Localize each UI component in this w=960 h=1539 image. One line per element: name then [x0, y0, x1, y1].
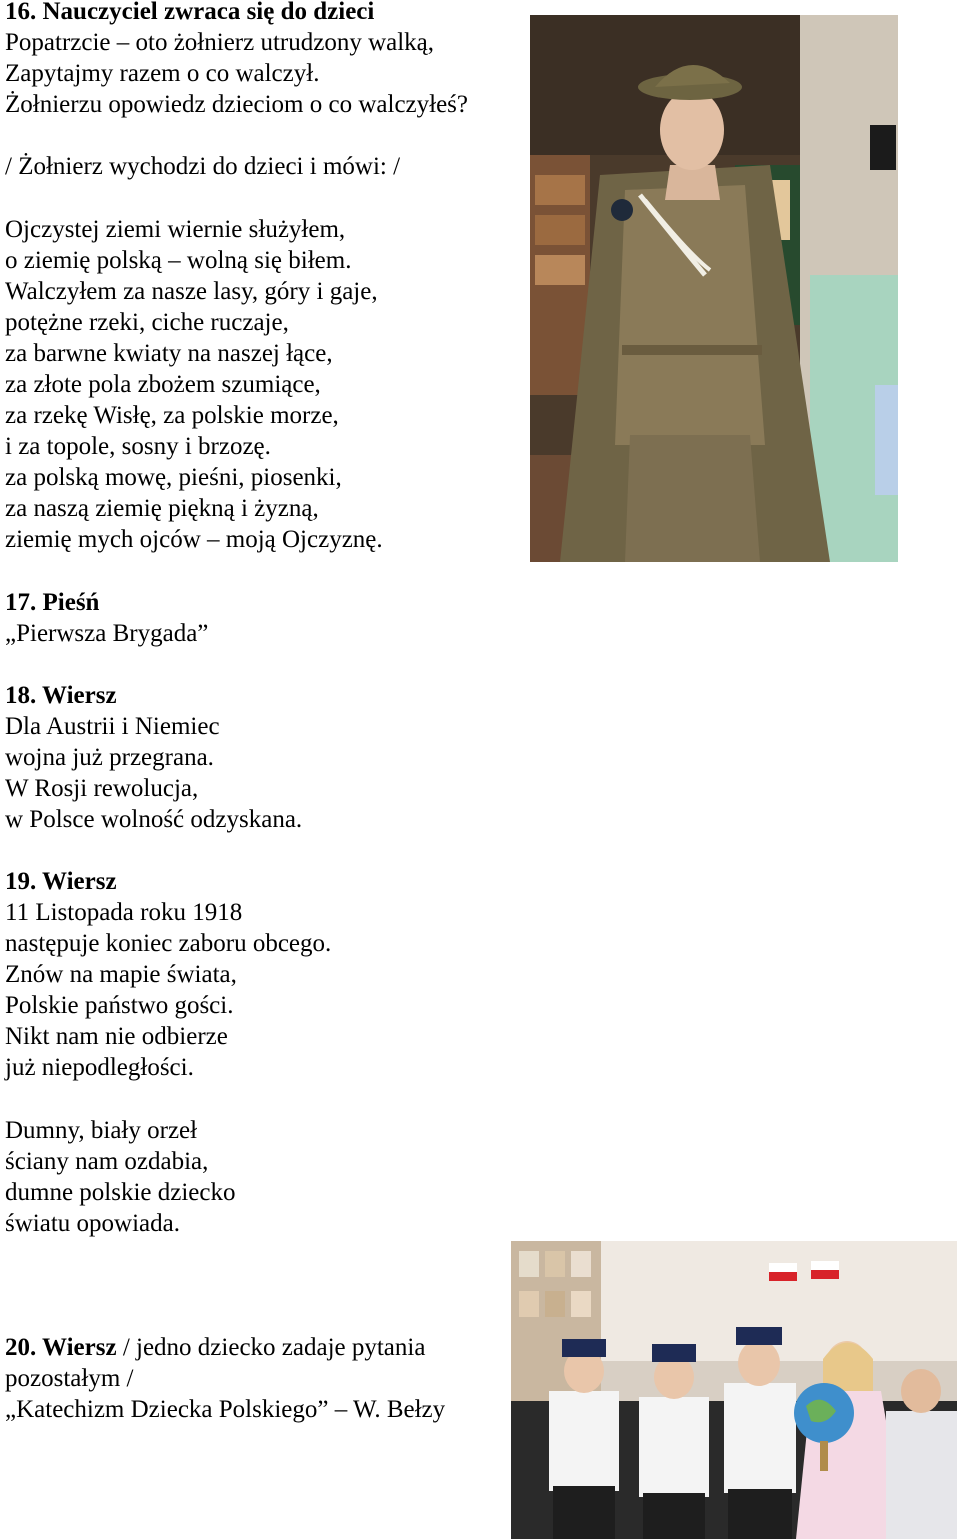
section-19-line: Znów na mapie świata,: [5, 961, 237, 988]
section-16-line: Walczyłem za nasze lasy, góry i gaje,: [5, 278, 378, 305]
song-title: „Pierwsza Brygada”: [5, 620, 209, 647]
section-19-line: już niepodległości.: [5, 1054, 194, 1081]
section-19-line: następuje koniec zaboru obcego.: [5, 930, 332, 957]
section-19-line: Dumny, biały orzeł: [5, 1117, 198, 1144]
children-illustration: [511, 1241, 957, 1539]
section-16-line: za naszą ziemię piękną i żyzną,: [5, 495, 319, 522]
section-20-heading: 20. Wiersz: [5, 1334, 117, 1361]
section-19-line: Polskie państwo gości.: [5, 992, 234, 1019]
section-16-line: i za topole, sosny i brzozę.: [5, 433, 271, 460]
section-19-line: ściany nam ozdabia,: [5, 1148, 209, 1175]
children-photo: [511, 1241, 957, 1539]
section-16-heading: 16. Nauczyciel zwraca się do dzieci: [5, 0, 375, 25]
section-16-line: za barwne kwiaty na naszej łące,: [5, 340, 333, 367]
section-16-line: za rzekę Wisłę, za polskie morze,: [5, 402, 339, 429]
section-19-line: Nikt nam nie odbierze: [5, 1023, 228, 1050]
section-18-heading: 18. Wiersz: [5, 682, 117, 709]
section-19-heading: 19. Wiersz: [5, 868, 117, 895]
poem-title: „Katechizm Dziecka Polskiego” – W. Bełzy: [5, 1396, 446, 1423]
section-16-line: za polską mowę, pieśni, piosenki,: [5, 464, 342, 491]
section-16-line: za złote pola zbożem szumiące,: [5, 371, 321, 398]
section-18-line: W Rosji rewolucja,: [5, 775, 199, 802]
section-16-line: o ziemię polską – wolną się biłem.: [5, 247, 352, 274]
soldier-photo: [530, 15, 898, 562]
section-20-line: pozostałym /: [5, 1365, 134, 1392]
section-16-line: ziemię mych ojców – moją Ojczyznę.: [5, 526, 383, 553]
section-19-line: 11 Listopada roku 1918: [5, 899, 243, 926]
section-16-line: Zapytajmy razem o co walczył.: [5, 60, 320, 87]
soldier-illustration: [530, 15, 898, 562]
section-19-line: światu opowiada.: [5, 1210, 180, 1237]
section-16-line: Ojczystej ziemi wiernie służyłem,: [5, 216, 346, 243]
stage-direction: / Żołnierz wychodzi do dzieci i mówi: /: [5, 153, 401, 180]
section-18-line: w Polsce wolność odzyskana.: [5, 806, 303, 833]
section-17-heading: 17. Pieśń: [5, 589, 100, 616]
section-19-line: dumne polskie dziecko: [5, 1179, 236, 1206]
section-20-note: / jedno dziecko zadaje pytania: [116, 1334, 426, 1361]
section-18-line: wojna już przegrana.: [5, 744, 214, 771]
section-16-line: Popatrzcie – oto żołnierz utrudzony walką,: [5, 29, 435, 56]
section-16-line: potężne rzeki, ciche ruczaje,: [5, 309, 289, 336]
section-16-line: Żołnierzu opowiedz dzieciom o co walczyłeś?: [5, 91, 469, 118]
section-20-heading-line: [5, 1332, 425, 1363]
section-18-line: Dla Austrii i Niemiec: [5, 713, 220, 740]
